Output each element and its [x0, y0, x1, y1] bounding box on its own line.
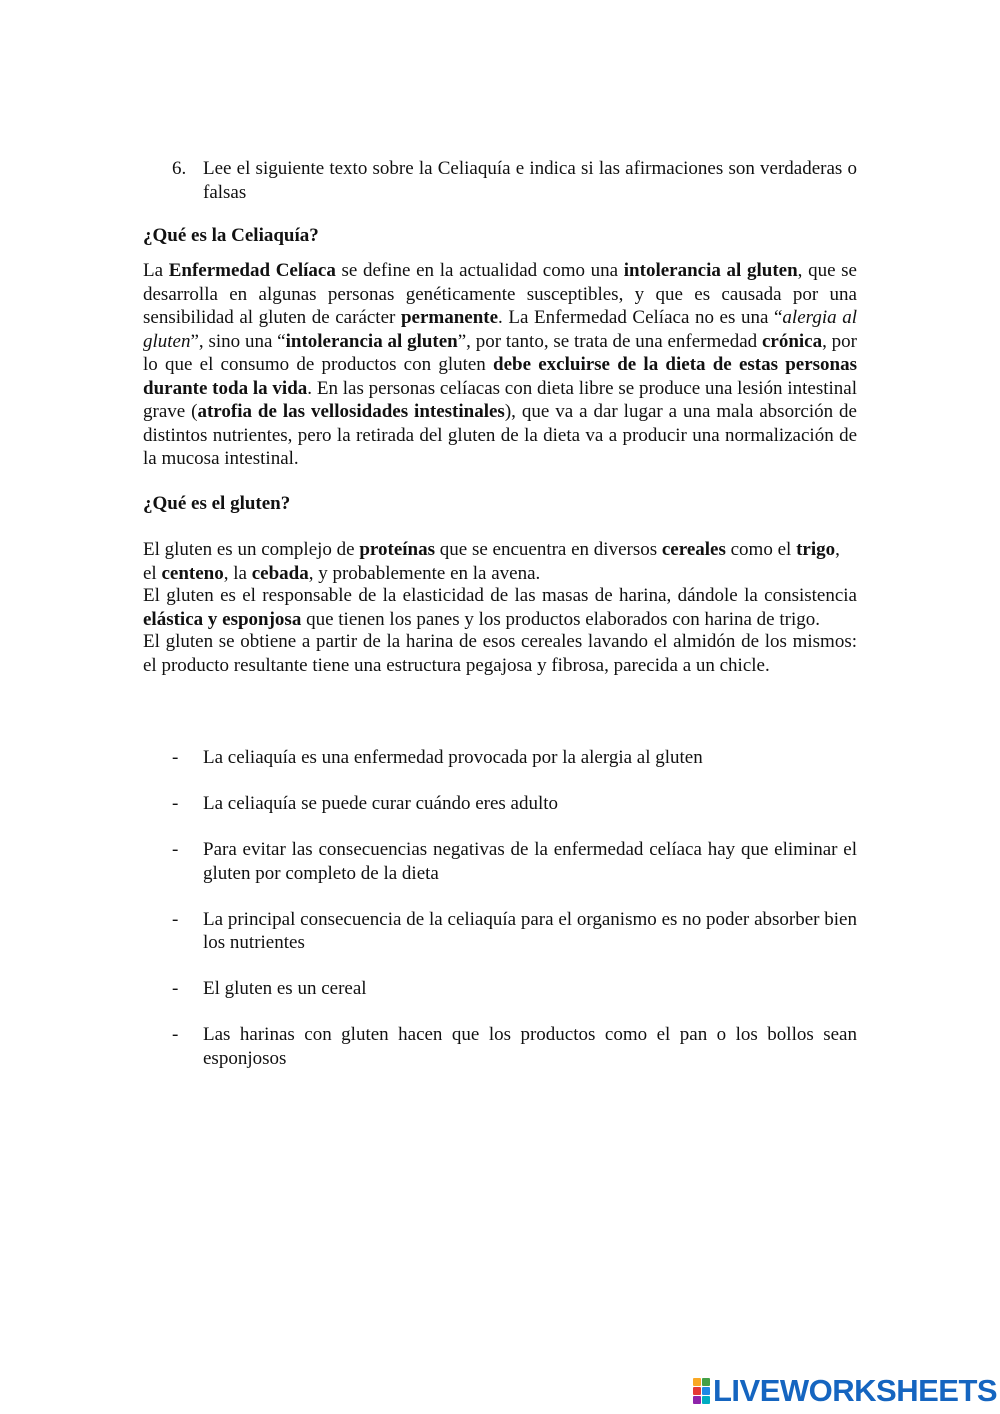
question-6	[172, 157, 857, 204]
bold-text: permanente	[400, 307, 499, 328]
text-run: que se encuentra en diversos	[435, 539, 662, 560]
bold-text: intolerancia al gluten	[285, 330, 458, 352]
text-run: . La Enfermedad Celíaca no es una “	[498, 307, 783, 328]
italic-text: alergia al gluten	[143, 307, 857, 352]
logo-square	[693, 1378, 701, 1386]
statement-text: La celiaquía se puede curar cuándo eres adulto	[203, 793, 559, 814]
text-run: , el	[143, 539, 840, 584]
statement-item	[172, 792, 857, 816]
bold-text: centeno	[161, 562, 224, 584]
statement-item	[172, 1023, 857, 1070]
dash-bullet: -	[172, 978, 179, 999]
logo-square	[693, 1396, 701, 1404]
bold-text: trigo	[796, 539, 836, 560]
logo-square	[702, 1387, 710, 1395]
text-run: ”, por tanto, se trata de una enfermedad	[457, 330, 762, 352]
text-run: El gluten es el responsable de la elasticidad de las masas de harina, dándole la consistencia	[143, 585, 857, 606]
bold-text: Enfermedad Celíaca	[168, 260, 336, 281]
dash-bullet: -	[172, 839, 179, 860]
gluten-paragraph-2	[143, 584, 857, 631]
dash-bullet: -	[172, 1024, 179, 1045]
text-run: , y probablemente en la avena.	[308, 562, 541, 584]
gluten-paragraph-3: El gluten se obtiene a partir de la harina de esos cereales lavando el almidón de los mismos: el producto resultante tiene una estructura pegajosa y fibrosa, parecida a un chicle.	[143, 631, 857, 676]
statements-list	[172, 746, 857, 1093]
text-run: que tienen los panes y los productos elaborados con harina de trigo.	[301, 608, 820, 630]
statement-text: La celiaquía es una enfermedad provocada por la alergia al gluten	[203, 747, 703, 768]
question-number: 6.	[172, 158, 187, 179]
text-run: ”, sino una “	[190, 330, 286, 352]
statement-text: El gluten es un cereal	[203, 978, 367, 999]
dash-bullet: -	[172, 793, 179, 814]
bold-text: intolerancia al gluten	[623, 260, 798, 281]
text-run: . En las personas celíacas con dieta libre se produce una lesión intestinal grave (	[143, 377, 857, 422]
liveworksheets-logo-text: LIVEWORKSHEETS	[713, 1373, 998, 1408]
text-run: , que se desarrolla en algunas personas genéticamente susceptibles, y que es causada por una sensibilidad al gluten de carácter	[143, 260, 857, 328]
bold-text: proteínas	[359, 539, 436, 560]
section-title-gluten: ¿Qué es el gluten?	[143, 493, 291, 514]
text-run: , la	[223, 562, 252, 584]
statement-text: Para evitar las consecuencias negativas de la enfermedad celíaca hay que eliminar el gluten por completo de la dieta	[203, 839, 857, 884]
dash-bullet: -	[172, 747, 179, 768]
liveworksheets-logo	[693, 1373, 998, 1408]
text-run: , por lo que el consumo de productos con gluten	[143, 330, 857, 375]
statement-text: Las harinas con gluten hacen que los productos como el pan o los bollos sean esponjosos	[203, 1024, 857, 1069]
logo-square	[693, 1387, 701, 1395]
text-run: ), que va a dar lugar a una mala absorción de distintos nutrientes, pero la retirada del gluten de la dieta va a producir una normalización de la mucosa intestinal.	[143, 401, 857, 469]
bold-text: debe excluirse de la dieta de estas personas durante toda la vida	[143, 354, 857, 399]
bold-text: crónica	[761, 330, 823, 352]
question-instruction: Lee el siguiente texto sobre la Celiaquía e indica si las afirmaciones son verdaderas o falsas	[203, 158, 857, 203]
statement-item	[172, 838, 857, 885]
logo-square	[702, 1396, 710, 1404]
logo-square	[702, 1378, 710, 1386]
text-run: como el	[725, 539, 797, 560]
bold-text: cebada	[251, 562, 309, 584]
text-run: se define en la actualidad como una	[335, 260, 624, 281]
statement-item	[172, 908, 857, 955]
text-run: El gluten es un complejo de	[143, 539, 360, 560]
liveworksheets-logo-icon	[693, 1378, 710, 1404]
bold-text: atrofia de las vellosidades intestinales	[197, 401, 505, 422]
dash-bullet: -	[172, 908, 179, 930]
section-title-celiaquia: ¿Qué es la Celiaquía?	[143, 225, 319, 246]
statement-item	[172, 746, 857, 770]
statement-item	[172, 977, 857, 1001]
bold-text: cereales	[661, 539, 726, 560]
text-run: La	[143, 260, 169, 281]
statement-text: La principal consecuencia de la celiaquía para el organismo es no poder absorber bien los nutrientes	[203, 908, 857, 953]
gluten-paragraph-1	[143, 538, 857, 585]
celiaquia-paragraph	[143, 259, 857, 471]
bold-text: elástica y esponjosa	[143, 608, 302, 630]
